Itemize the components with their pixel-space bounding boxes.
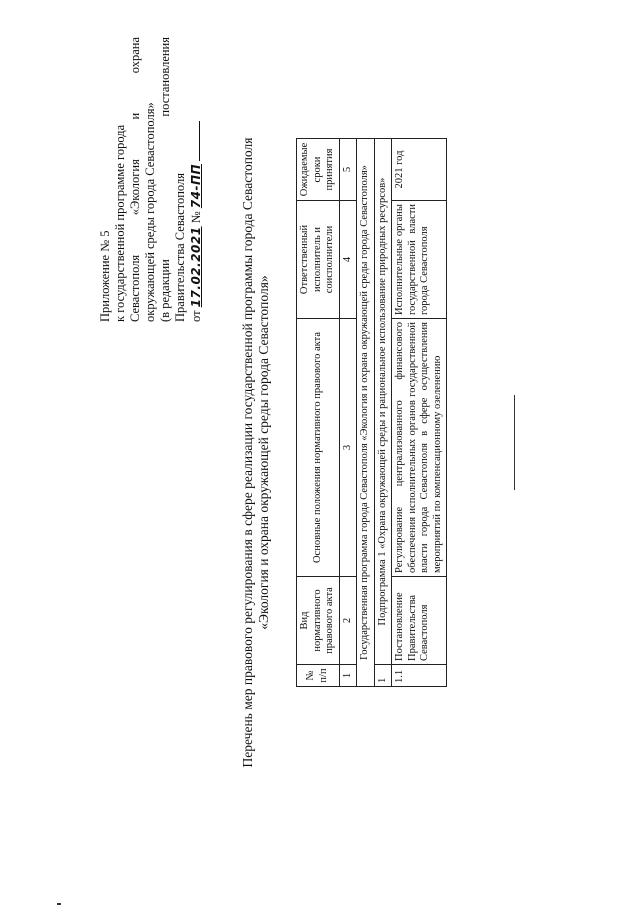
row-deadline: 2021 год <box>392 139 447 201</box>
header-cell: Вид нормативного правового акта <box>297 577 340 665</box>
column-number: 5 <box>339 139 357 201</box>
row-act-type: Постановление Правительства Севастополя <box>392 577 447 665</box>
appendix-line-justified: (в редакции постановления <box>158 37 172 322</box>
handwritten-date: 17.02.2021 <box>189 226 203 308</box>
row-executor: Исполнительные органы государственной власти города Севастополя <box>392 201 447 319</box>
title-line: Перечень мер правового регулирования в сфере реализации государственной программы города Севастополя <box>240 137 255 768</box>
appendix-line: Приложение № 5 <box>98 230 112 322</box>
column-number: 4 <box>339 201 357 319</box>
column-number: 3 <box>339 319 357 577</box>
header-cell: Основные положения нормативного правового акта <box>297 319 340 577</box>
column-number: 2 <box>339 577 357 665</box>
handwritten-number: 74-ПП <box>189 163 203 209</box>
closing-rule <box>514 395 515 490</box>
appendix-block <box>98 37 204 322</box>
table-number-row <box>339 139 357 687</box>
appendix-line: к государственной программе города <box>113 124 127 322</box>
signature-blank-line <box>188 121 200 161</box>
row-number: 1.1 <box>392 665 447 687</box>
table-header-row <box>297 139 340 687</box>
title-line: «Экология и охрана окружающей среды города Севастополя» <box>256 275 271 630</box>
document-title <box>240 85 272 820</box>
appendix-date-line: от 17.02.2021 № 74-ПП <box>188 37 204 322</box>
header-cell: Ответственный исполнитель и соисполнители <box>297 201 340 319</box>
subprogram-number: 1 <box>374 665 392 687</box>
appendix-line: Правительства Севастополя <box>173 173 187 322</box>
table-row <box>392 139 447 687</box>
program-row <box>357 139 375 687</box>
row-provisions: Регулирование централизованного финансового обеспечения исполнительных органов государственной власти города Севастополя в сфере осуществления мероприятий по компенсационному озеленению <box>392 319 447 577</box>
header-cell: Ожидаемые сроки принятия <box>297 139 340 201</box>
appendix-line: окружающей среды города Севастополя» <box>143 102 157 322</box>
program-cell: Государственная программа города Севастополя «Экология и охрана окружающей среды города Севастополя» <box>357 139 375 687</box>
header-cell: № п/п <box>297 665 340 687</box>
subprogram-cell: Подпрограмма 1 «Охрана окружающей среды и рациональное использование природных ресурсов» <box>374 139 392 665</box>
subprogram-row <box>374 139 392 687</box>
appendix-line-justified: Севастополя «Экология и охрана <box>128 37 142 322</box>
column-number: 1 <box>339 665 357 687</box>
measures-table <box>296 138 447 687</box>
